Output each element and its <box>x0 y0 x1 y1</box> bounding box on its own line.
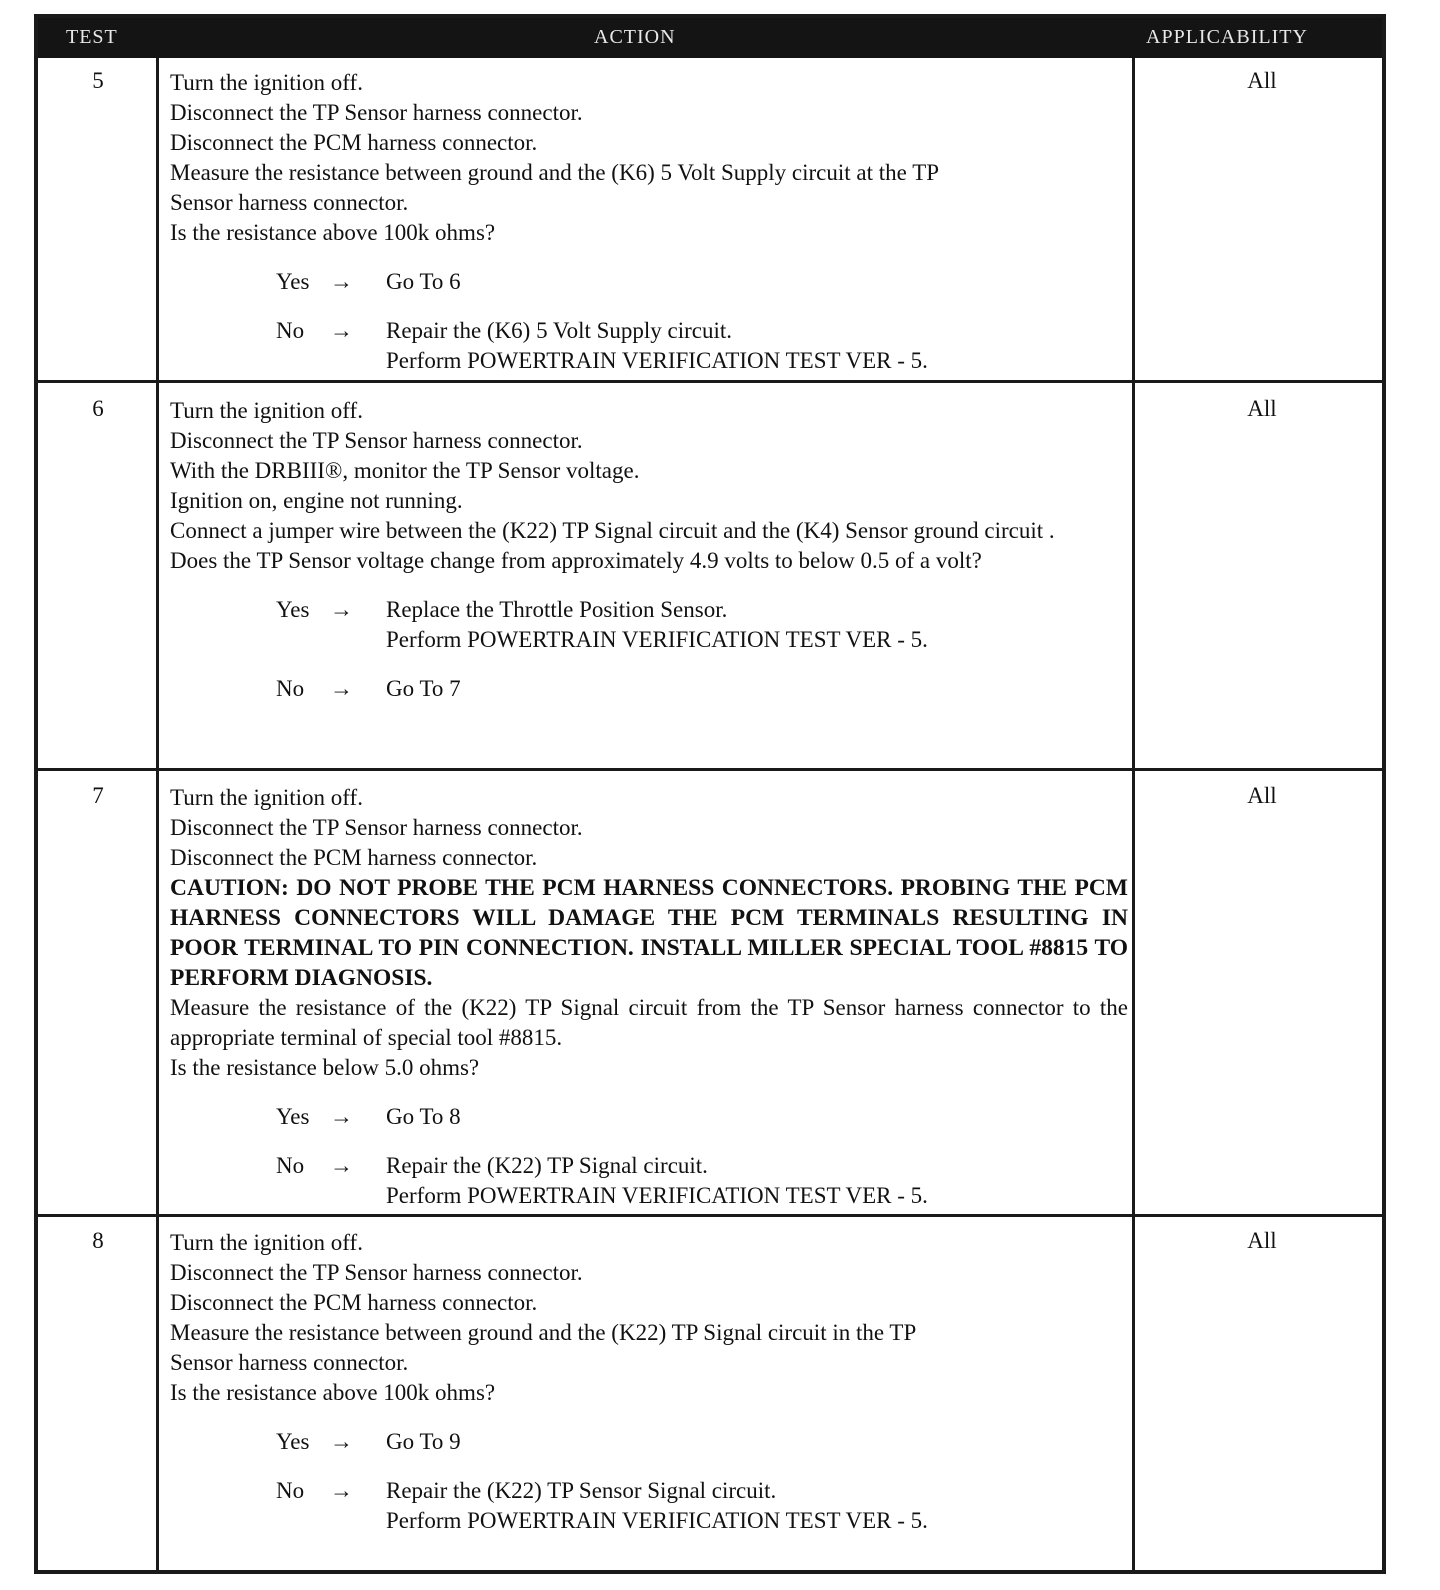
result-line: Repair the (K6) 5 Volt Supply circuit. <box>386 318 733 343</box>
arrow-icon: → <box>330 269 353 294</box>
action-line: Disconnect the PCM harness connector. <box>170 130 538 155</box>
result-line: Perform POWERTRAIN VERIFICATION TEST VER - 5. <box>386 348 928 373</box>
yes-result <box>386 1427 461 1457</box>
yes-branch <box>170 595 1128 655</box>
action-line: Measure the resistance of the (K22) TP Signal circuit from the TP Sensor harness connector to the appropriate terminal of special tool #8815. <box>170 995 1128 1050</box>
row-divider <box>38 1214 1382 1217</box>
action-line: Sensor harness connector. <box>170 190 409 215</box>
action-line: Turn the ignition off. <box>170 1230 363 1255</box>
action-text <box>170 396 1128 704</box>
arrow-icon: → <box>330 597 353 622</box>
no-result <box>386 316 928 376</box>
result-line: Go To 9 <box>386 1429 461 1454</box>
action-line: With the DRBIII®, monitor the TP Sensor voltage. <box>170 458 640 483</box>
diagnostic-test-table <box>34 14 1386 1574</box>
yes-result <box>386 267 461 297</box>
result-line: Go To 6 <box>386 269 461 294</box>
result-line: Repair the (K22) TP Sensor Signal circuit. <box>386 1478 777 1503</box>
action-line: Disconnect the PCM harness connector. <box>170 1290 538 1315</box>
action-line: Turn the ignition off. <box>170 398 363 423</box>
action-line: Is the resistance above 100k ohms? <box>170 1380 496 1405</box>
arrow-icon: → <box>330 1153 353 1178</box>
action-line: Disconnect the TP Sensor harness connector. <box>170 815 583 840</box>
action-line: Is the resistance above 100k ohms? <box>170 220 496 245</box>
action-line: Disconnect the PCM harness connector. <box>170 845 538 870</box>
header-test: TEST <box>66 26 118 48</box>
no-label: No <box>276 1478 305 1503</box>
no-result <box>386 1476 928 1536</box>
row-divider <box>38 380 1382 383</box>
action-line: Ignition on, engine not running. <box>170 488 463 513</box>
action-line: Measure the resistance between ground and the (K6) 5 Volt Supply circuit at the TP <box>170 160 940 185</box>
test-number: 8 <box>92 1228 104 1253</box>
yes-branch <box>170 1427 1128 1457</box>
action-text <box>170 1228 1128 1536</box>
action-line: Disconnect the TP Sensor harness connector. <box>170 1260 583 1285</box>
action-line: Connect a jumper wire between the (K22) TP Signal circuit and the (K4) Sensor ground circuit . <box>170 518 1055 543</box>
result-line: Go To 8 <box>386 1104 461 1129</box>
no-result <box>386 674 461 704</box>
column-divider <box>1132 58 1135 1570</box>
yes-branch <box>170 1102 1128 1132</box>
action-line: Turn the ignition off. <box>170 785 363 810</box>
applicability-value: All <box>1247 1228 1277 1253</box>
result-line: Perform POWERTRAIN VERIFICATION TEST VER - 5. <box>386 1508 928 1533</box>
result-line: Perform POWERTRAIN VERIFICATION TEST VER - 5. <box>386 1183 928 1208</box>
action-line: Disconnect the TP Sensor harness connector. <box>170 100 583 125</box>
applicability-value: All <box>1247 783 1277 808</box>
yes-label: Yes <box>276 1429 310 1454</box>
row-divider <box>38 768 1382 771</box>
test-number: 5 <box>92 68 104 93</box>
no-branch <box>170 1151 1128 1211</box>
arrow-icon: → <box>330 318 353 343</box>
result-line: Replace the Throttle Position Sensor. <box>386 597 728 622</box>
result-line: Perform POWERTRAIN VERIFICATION TEST VER - 5. <box>386 627 928 652</box>
arrow-icon: → <box>330 1478 353 1503</box>
header-action: ACTION <box>594 26 676 48</box>
yes-label: Yes <box>276 597 310 622</box>
arrow-icon: → <box>330 1104 353 1129</box>
result-line: Go To 7 <box>386 676 461 701</box>
no-label: No <box>276 318 305 343</box>
action-text <box>170 783 1128 1211</box>
action-line: Is the resistance below 5.0 ohms? <box>170 1055 480 1080</box>
test-number: 6 <box>92 396 104 421</box>
test-number: 7 <box>92 783 104 808</box>
no-branch <box>170 1476 1128 1536</box>
no-label: No <box>276 676 305 701</box>
action-line: Measure the resistance between ground and the (K22) TP Signal circuit in the TP <box>170 1320 917 1345</box>
yes-label: Yes <box>276 269 310 294</box>
action-line: Disconnect the TP Sensor harness connector. <box>170 428 583 453</box>
column-divider <box>156 58 159 1570</box>
yes-result <box>386 1102 461 1132</box>
action-line: Does the TP Sensor voltage change from approximately 4.9 volts to below 0.5 of a volt? <box>170 548 982 573</box>
arrow-icon: → <box>330 676 353 701</box>
table-header <box>38 18 1382 58</box>
yes-result <box>386 595 928 655</box>
no-branch <box>170 674 1128 704</box>
header-applicability: APPLICABILITY <box>1146 26 1308 48</box>
result-line: Repair the (K22) TP Signal circuit. <box>386 1153 708 1178</box>
no-label: No <box>276 1153 305 1178</box>
yes-label: Yes <box>276 1104 310 1129</box>
yes-branch <box>170 267 1128 297</box>
applicability-value: All <box>1247 68 1277 93</box>
no-result <box>386 1151 928 1211</box>
action-line: Sensor harness connector. <box>170 1350 409 1375</box>
no-branch <box>170 316 1128 376</box>
arrow-icon: → <box>330 1429 353 1454</box>
action-text <box>170 68 1128 376</box>
caution-warning: CAUTION: DO NOT PROBE THE PCM HARNESS CONNECTORS. PROBING THE PCM HARNESS CONNECTORS WILL DAMAGE THE PCM TERMINALS RESULTING IN POOR TERMINAL TO PIN CONNECTION. INSTALL MILLER SPECIAL TOOL #8815 TO PERFORM DIAGNOSIS. <box>170 875 1128 991</box>
applicability-value: All <box>1247 396 1277 421</box>
action-line: Turn the ignition off. <box>170 70 363 95</box>
